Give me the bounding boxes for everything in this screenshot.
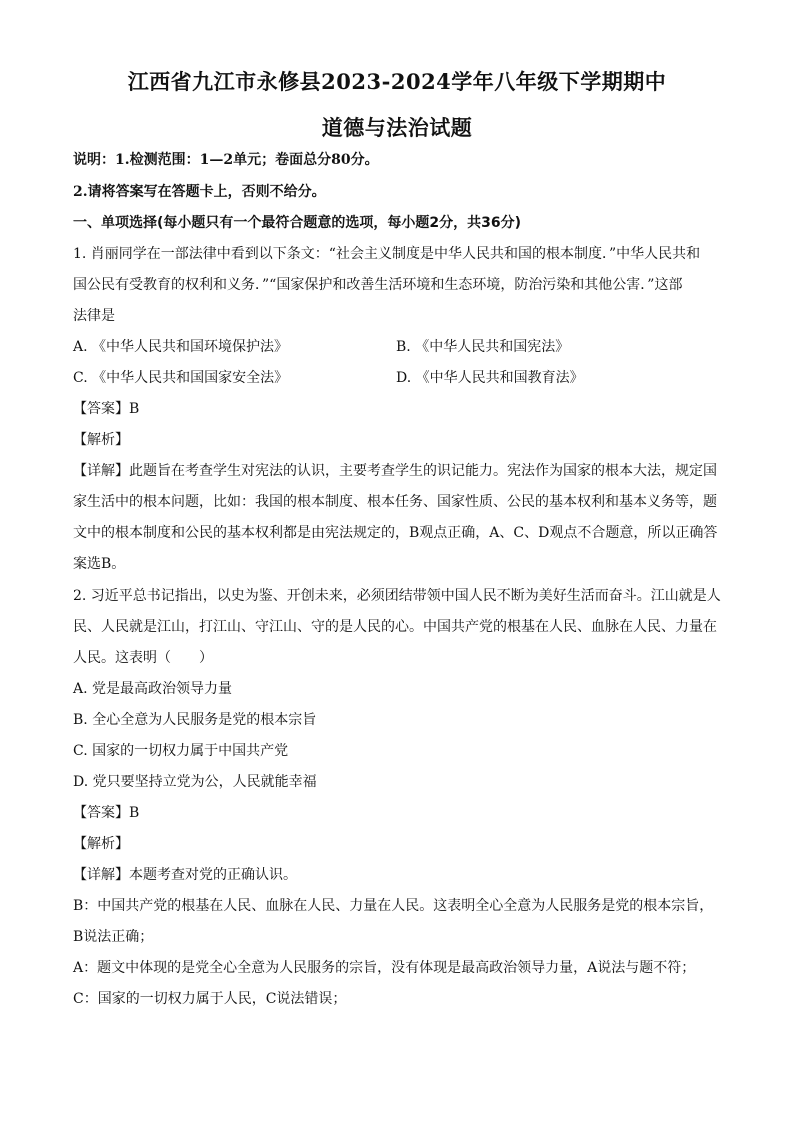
q1-option-a: A. 《中华人民共和国环境保护法》 [73, 339, 289, 355]
q1-option-b: B. 《中华人民共和国宪法》 [396, 339, 570, 355]
q1-option-c: C. 《中华人民共和国国家安全法》 [73, 370, 289, 386]
q2-option-d: D. 党只要坚持立党为公，人民就能幸福 [73, 774, 317, 790]
q1-detail-line: 案选B。 [73, 556, 126, 572]
q2-detail-line: B：中国共产党的根基在人民、血脉在人民、力量在人民。这表明全心全意为人民服务是党的根本宗旨， [73, 898, 714, 914]
q2-option-c: C. 国家的一切权力属于中国共产党 [73, 743, 289, 759]
q2-option-a: A. 党是最高政治领导力量 [73, 681, 233, 697]
exam-title: 江西省九江市永修县2023-2024学年八年级下学期期中 [127, 69, 667, 94]
q2-stem-line: 人民。这表明（ ） [73, 650, 213, 666]
q1-stem-line: 法律是 [73, 308, 115, 324]
q2-detail-line: 【详解】本题考查对党的正确认识。 [73, 867, 297, 883]
q1-stem-line: 国公民有受教育的权利和义务．”“国家保护和改善生活环境和生态环境，防治污染和其他公害．”这部 [73, 277, 683, 293]
q1-analysis-label: 【解析】 [73, 432, 129, 448]
q2-stem-line: 民、人民就是江山，打江山、守江山、守的是人民的心。中国共产党的根基在人民、血脉在人民、力量在 [73, 619, 717, 635]
q2-option-b: B. 全心全意为人民服务是党的根本宗旨 [73, 712, 317, 728]
q1-stem-line: 1. 肖丽同学在一部法律中看到以下条文：“社会主义制度是中华人民共和国的根本制度．”中华人民共和 [73, 246, 701, 262]
q2-stem-line: 2. 习近平总书记指出，以史为鉴、开创未来，必须团结带领中国人民不断为美好生活而奋斗。江山就是人 [73, 588, 721, 604]
exam-subtitle: 道德与法治试题 [321, 115, 473, 140]
q1-answer: 【答案】B [73, 401, 140, 417]
exam-note-2: 2.请将答案写在答题卡上，否则不给分。 [73, 184, 326, 200]
q1-option-d: D. 《中华人民共和国教育法》 [396, 370, 584, 386]
q1-detail-line: 文中的根本制度和公民的基本权利都是由宪法规定的，B观点正确，A、C、D观点不合题意，所以正确答 [73, 525, 718, 541]
q1-detail-line: 【详解】此题旨在考查学生对宪法的认识，主要考查学生的识记能力。宪法作为国家的根本大法，规定国 [73, 463, 717, 479]
section-heading: 一、单项选择(每小题只有一个最符合题意的选项，每小题2分，共36分) [73, 215, 522, 231]
exam-note-1: 说明：1.检测范围：1—2单元；卷面总分80分。 [73, 152, 379, 168]
q2-detail-line: A：题文中体现的是党全心全意为人民服务的宗旨，没有体现是最高政治领导力量，A说法与题不符； [73, 960, 696, 976]
q2-detail-line: B说法正确； [73, 929, 154, 945]
q2-analysis-label: 【解析】 [73, 836, 129, 852]
q2-answer: 【答案】B [73, 805, 140, 821]
q2-detail-line: C：国家的一切权力属于人民，C说法错误； [73, 991, 347, 1007]
q1-detail-line: 家生活中的根本问题，比如：我国的根本制度、根本任务、国家性质、公民的基本权利和基本义务等，题 [73, 494, 717, 510]
